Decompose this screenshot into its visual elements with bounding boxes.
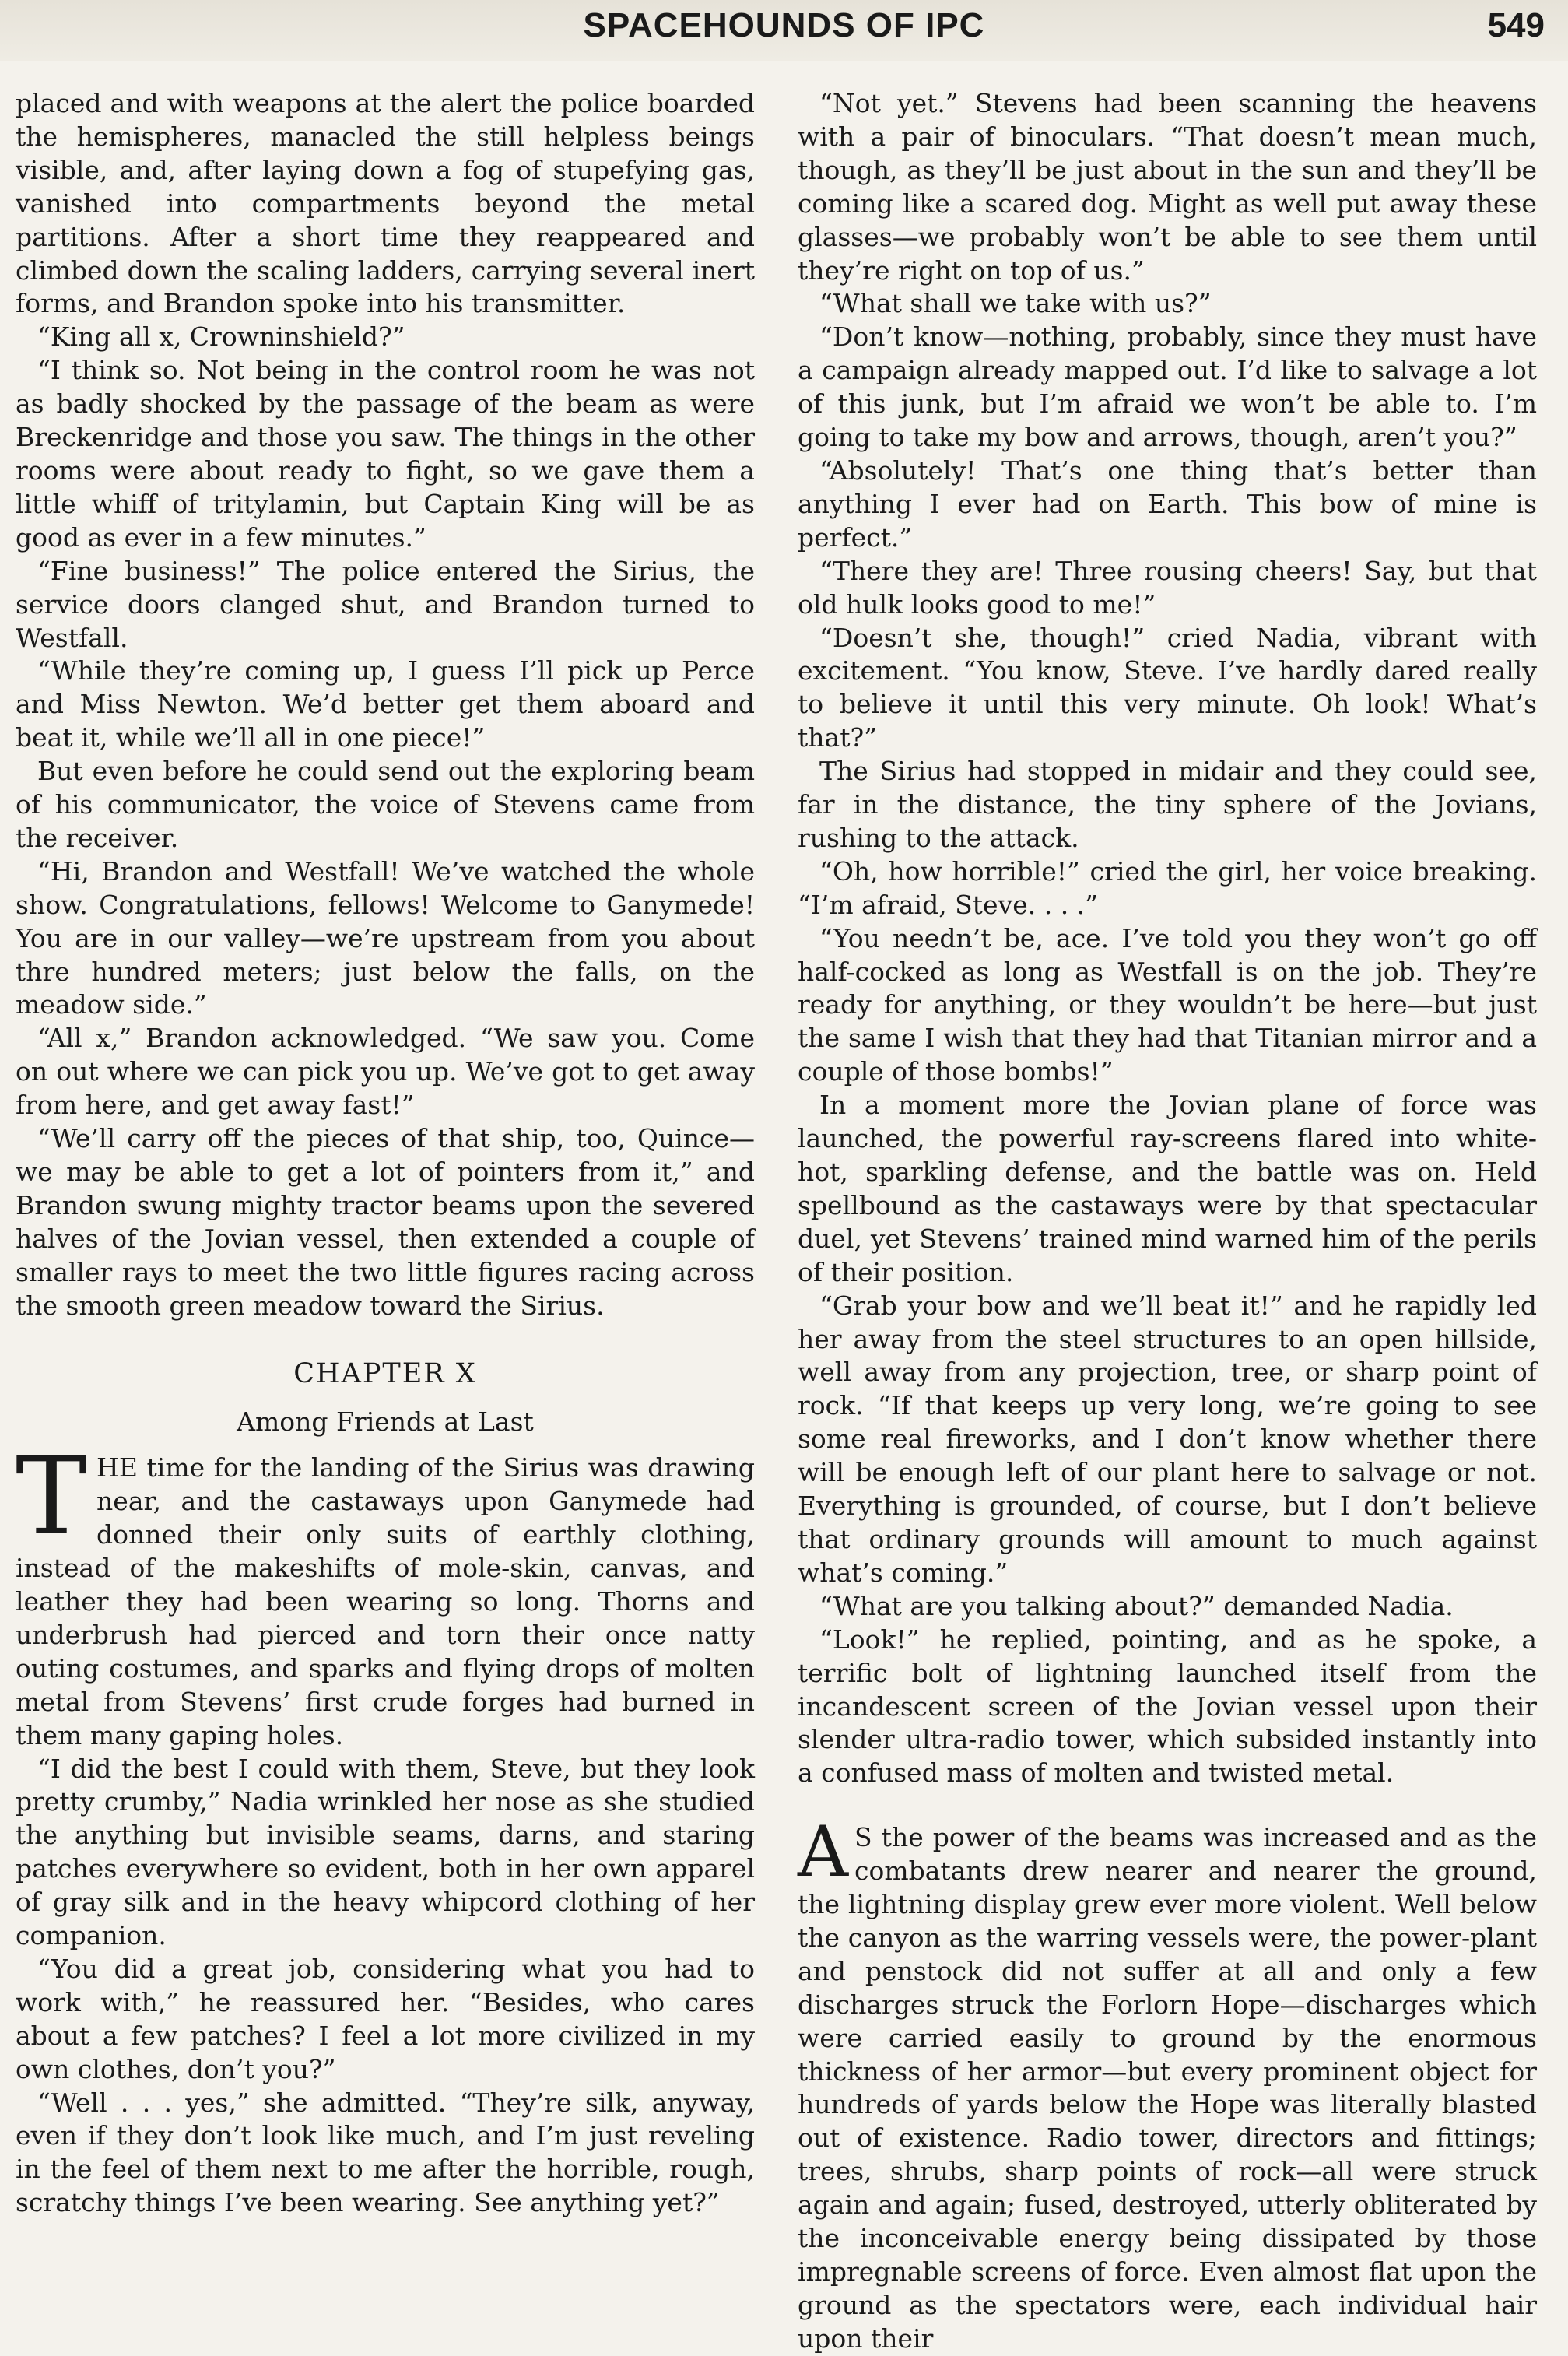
paragraph: “Grab your bow and we’ll beat it!” and he rapidly led her away from the steel structures to an open hillside, well away from any projection, tree, or sharp point of rock. “If that keeps up very long, we’re going to see some real fireworks, and I don’t know whether there will be enough left of our plant here to salvage or not. Everything is grounded, of course, but I don’t believe that ordinary grounds will amount to much against what’s coming.” [798,1290,1537,1588]
right-column [798,87,1537,2356]
section-break [798,1790,1537,1821]
drop-cap: T [16,1434,88,1560]
paragraph: “Fine business!” The police entered the Sirius, the service doors clanged shut, and Brandon turned to Westfall. [16,555,755,653]
paragraph: “Well . . . yes,” she admitted. “They’re silk, anyway, even if they don’t look like much, and I’m just reveling in the feel of them next to me after the horrible, rough, scratchy things I’ve been wearing. See anything yet?” [16,2087,755,2218]
paragraph: “Hi, Brandon and Westfall! We’ve watched the whole show. Congratulations, fellows! Welcome to Ganymede! You are in our valley—we’re upstream from you about thre hundred meters; just below the falls, on the meadow side.” [16,855,755,1020]
page-number: 549 [1487,6,1545,44]
paragraph: “While they’re coming up, I guess I’ll pick up Perce and Miss Newton. We’d better get them aboard and beat it, while we’ll all in one piece!” [16,655,755,753]
page-header [0,0,1568,61]
chapter-title: CHAPTER X [293,1357,477,1389]
paragraph: “I did the best I could with them, Steve, but they look pretty crumby,” Nadia wrinkled her nose as she studied the anything but invisible seams, darns, and staring patches everywhere so evident, both in her own apparel of gray silk and in the heavy whipcord clothing of her companion. [16,1753,755,1951]
paragraph: “What are you talking about?” demanded Nadia. [819,1590,1454,1621]
paragraph: “You did a great job, considering what you had to work with,” he reassured her. “Besides, who cares about a few patches? I feel a lot more civilized in my own clothes, don’t you?” [16,1953,755,2084]
paragraph: “You needn’t be, ace. I’ve told you they won’t go off half-cocked as long as Westfall is on the job. They’re ready for anything, or they wouldn’t be here—but just the same I wish that they had that Titanian mirror and a couple of those bombs!” [798,922,1537,1087]
running-title: SPACEHOUNDS OF IPC [583,6,985,44]
paragraph: “Doesn’t she, though!” cried Nadia, vibrant with excitement. “You know, Steve. I’ve hardly dared really to believe it until this very minute. Oh look! What’s that?” [798,622,1537,753]
paragraph: “Absolutely! That’s one thing that’s better than anything I ever had on Earth. This bow of mine is perfect.” [798,455,1537,553]
section-opening-text: S the power of the beams was increased and as the combatants drew nearer and nearer the ground, the lightning display grew ever more violent. Well below the canyon as the warring vessels were, the power-plant and penstock did not suffer at all and only a few discharges struck the Forlorn Hope—discharges which were carried easily to ground by the enormous thickness of her armor—but every prominent object for hundreds of yards below the Hope was literally blasted out of existence. Radio tower, directors and fittings; trees, shrubs, sharp points of rock—all were struck again and again; fused, destroyed, utterly obliterated by the inconceivable energy being dissipated by those impregnable screens of force. Even almost flat upon the ground as the spectators were, each individual hair upon their [798,1822,1537,2354]
paragraph: “Oh, how horrible!” cried the girl, her voice breaking. “I’m afraid, Steve. . . .” [798,855,1537,920]
paragraph: The Sirius had stopped in midair and they could see, far in the distance, the tiny sphere of the Jovians, rushing to the attack. [798,756,1537,853]
paragraph: “Don’t know—nothing, probably, since they must have a campaign already mapped out. I’d like to salvage a lot of this junk, but I’m afraid we won’t be able to. I’m going to take my bow and arrows, though, aren’t you?” [798,321,1537,453]
paragraph: “All x,” Brandon acknowledged. “We saw you. Come on out where we can pick you up. We’ve got to get away from here, and get away fast!” [16,1023,755,1121]
drop-cap: A [798,1811,848,1894]
paragraph: placed and with weapons at the alert the police boarded the hemispheres, manacled the still helpless beings visible, and, after laying down a fog of stupefying gas, vanished into compartments beyond the metal partitions. After a short time they reappeared and climbed down the scaling ladders, carrying several inert forms, and Brandon spoke into his transmitter. [16,88,755,319]
chapter-opening-paragraph [16,1434,755,1752]
paragraph: In a moment more the Jovian plane of force was launched, the powerful ray-screens flared into white-hot, sparkling defense, and the battle was on. Held spellbound as the castaways were by that spectacular duel, yet Stevens’ trained mind warned him of the perils of their position. [798,1090,1537,1287]
paragraph: “I think so. Not being in the control room he was not as badly shocked by the passage of the beam as were Breckenridge and those you saw. The things in the other rooms were about ready to fight, so we gave them a little whiff of tritylamin, but Captain King will be as good as ever in a few minutes.” [16,355,755,553]
section-opening-paragraph [798,1811,1537,2356]
paragraph: “We’ll carry off the pieces of that ship, too, Quince—we may be able to get a lot of pointers from it,” and Brandon swung mighty tractor beams upon the severed halves of the Jovian vessel, then extended a couple of smaller rays to meet the two little figures racing across the smooth green meadow toward the Sirius. [16,1123,755,1321]
paragraph: “Not yet.” Stevens had been scanning the heavens with a pair of binoculars. “That doesn’t mean much, though, as they’ll be just about in the sun and they’ll be coming like a scared dog. Might as well put away these glasses—we probably won’t be able to see them until they’re right on top of us.” [798,88,1537,286]
paragraph: “King all x, Crowninshield?” [37,321,405,353]
paragraph: “There they are! Three rousing cheers! Say, but that old hulk looks good to me!” [798,555,1537,620]
chapter-subtitle: Among Friends at Last [237,1406,534,1438]
left-column [16,87,755,2220]
paragraph: “Look!” he replied, pointing, and as he spoke, a terrific bolt of lightning launched itself from the incandescent screen of the Jovian vessel upon their slender ultra-radio tower, which subsided instantly into a confused mass of molten and twisted metal. [798,1624,1537,1789]
paragraph: “What shall we take with us?” [819,288,1212,319]
paragraph: But even before he could send out the exploring beam of his communicator, the voice of Stevens came from the receiver. [16,756,755,853]
chapter-opening-text: HE time for the landing of the Sirius was drawing near, and the castaways upon Ganymede had donned their only suits of earthly clothing, instead of the makeshifts of mole-skin, canvas, and leather they had been wearing so long. Thorns and underbrush had pierced and torn their once natty outing costumes, and sparks and flying drops of molten metal from Stevens’ first crude forges had burned in them many gaping holes. [16,1452,755,1750]
